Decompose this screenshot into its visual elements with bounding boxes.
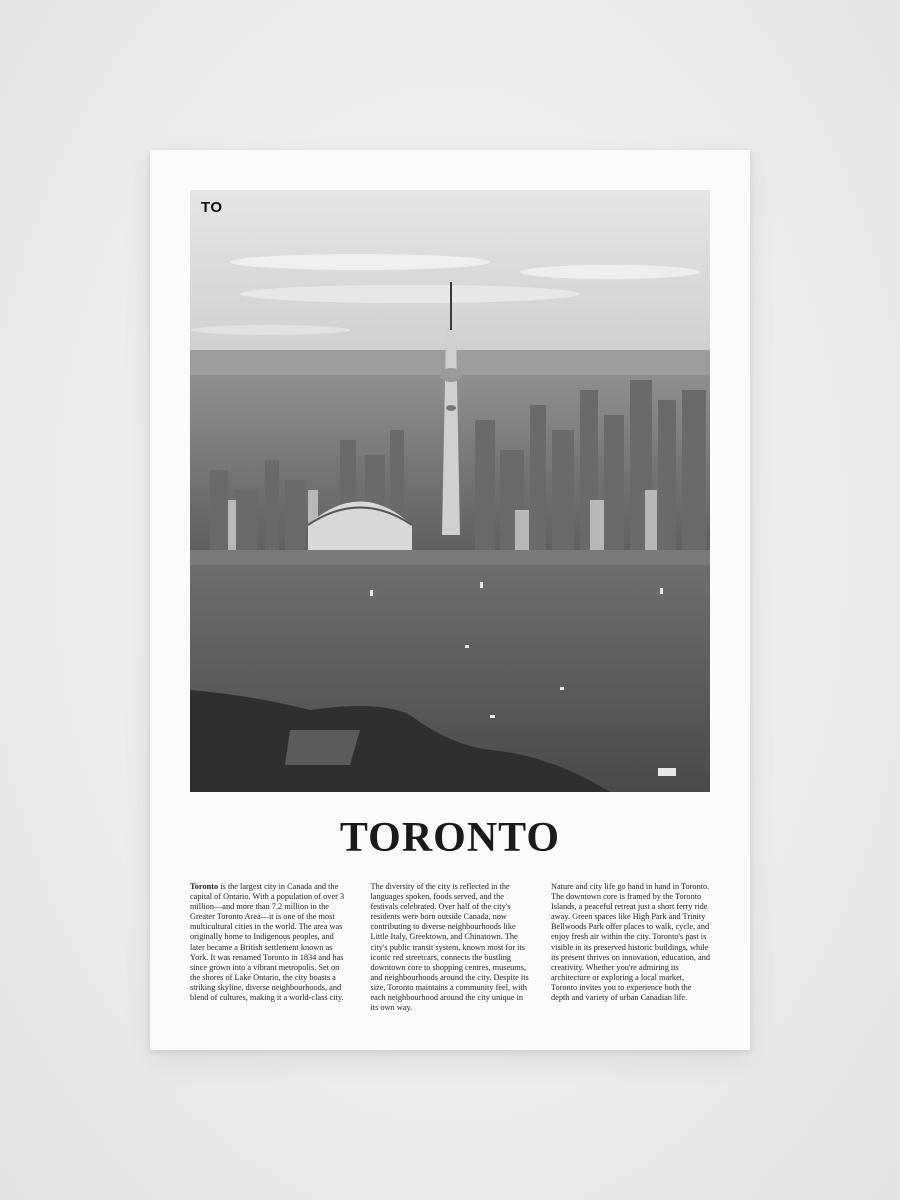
skyline-photo xyxy=(190,190,710,792)
text-columns xyxy=(190,882,710,1013)
column-lead: Toronto xyxy=(190,882,219,891)
shoreline xyxy=(190,550,710,565)
text-column-3 xyxy=(551,882,710,1013)
poster-title: TORONTO xyxy=(339,815,561,861)
cloud xyxy=(240,285,580,303)
column-text: is the largest city in Canada and the capital of Ontario. With a population of over 3 million—and more than 7.2 million in the Greater Toronto Area—it is one of the most multicultural cities in the world. The area was originally home to Indigenous peoples, and later became a British settlement known as York. It was renamed Toronto in 1834 and has since grown into a vibrant metropolis. Set on the shores of Lake Ontario, the city boasts a striking skyline, diverse neighbourhoods, and blend of cultures, making it a world-class city. xyxy=(190,882,345,1003)
cloud xyxy=(230,254,490,270)
poster xyxy=(150,150,750,1050)
text-column-1 xyxy=(190,882,349,1013)
cloud xyxy=(520,265,700,279)
skyline-illustration xyxy=(190,190,710,792)
text-column-2 xyxy=(371,882,530,1013)
column-text: Nature and city life go hand in hand in Toronto. The downtown core is framed by the Toronto Islands, a peaceful retreat just a short ferry ride away. Green spaces like High Park and Trinity Bellwoods Park offer places to walk, cycle, and enjoy fresh air within the city. Toronto's past is visible in its preserved historic buildings, while its present thrives on innovation, education, and creativity. Whether you're admiring its architecture or exploring a local market, Toronto invites you to experience both the depth and variety of urban Canadian life. xyxy=(551,882,710,1003)
corner-tag: TO xyxy=(201,199,223,216)
column-text: The diversity of the city is reflected in the languages spoken, foods served, and the festivals celebrated. Over half of the city's residents were born outside Canada, now contributing to diverse neighbourhoods like Little Italy, Greektown, and Chinatown. The city's public transit system, known most for its iconic red streetcars, connects the bustling downtown core to shopping centres, museums, and neighbourhoods around the city. Despite its size, Toronto maintains a community feel, with each neighbourhood around the city unique in its own way. xyxy=(370,882,529,1013)
marina xyxy=(285,730,360,765)
cloud xyxy=(190,325,350,335)
